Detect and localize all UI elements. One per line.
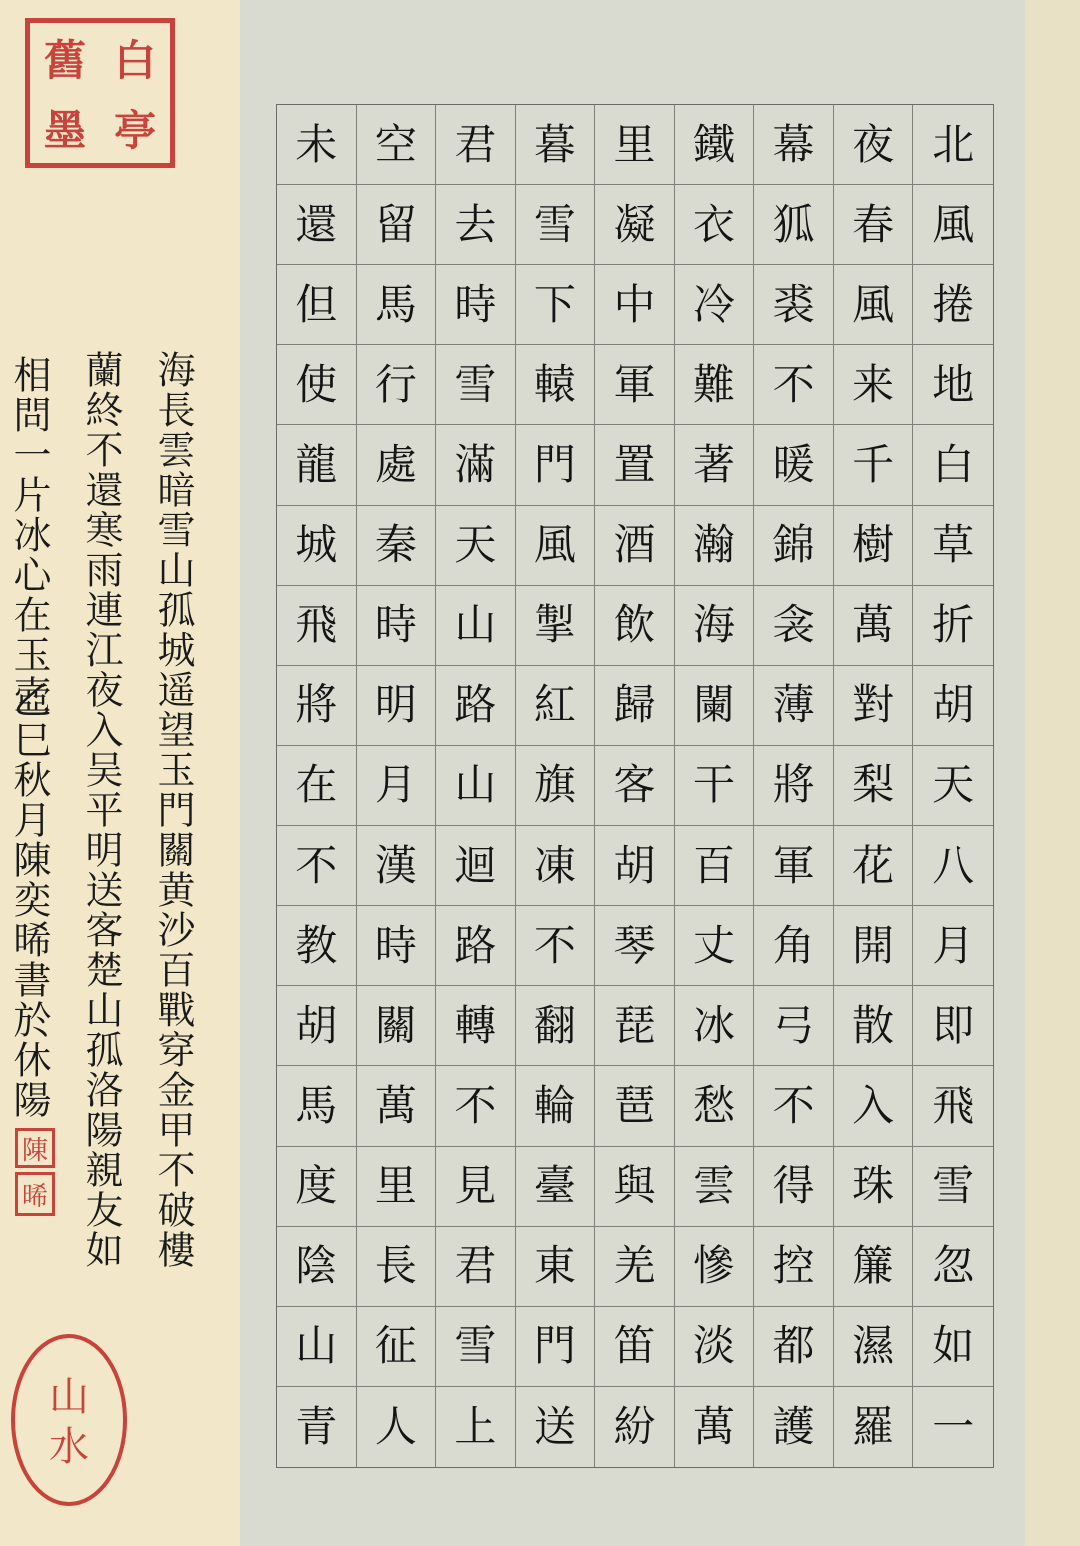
grid-cell: 薄 [754,666,834,746]
grid-cell: 弓 [754,986,834,1066]
grid-cell: 開 [834,906,914,986]
grid-cell: 龍 [277,425,357,505]
signature-dateline: 乙巳秋月陳奕晞書於休陽 [7,680,51,1120]
grid-cell: 風 [913,185,993,265]
grid-cell: 軍 [595,345,675,425]
grid-cell: 將 [277,666,357,746]
grid-cell: 君 [436,105,516,185]
grid-cell: 北 [913,105,993,185]
grid-cell: 滿 [436,425,516,505]
grid-cell: 春 [834,185,914,265]
grid-cell: 馬 [277,1066,357,1146]
grid-cell: 羌 [595,1227,675,1307]
grid-cell: 樹 [834,506,914,586]
grid-cell: 笛 [595,1307,675,1387]
grid-cell: 狐 [754,185,834,265]
grid-cell: 海 [675,586,755,666]
grid-cell: 東 [516,1227,596,1307]
grid-cell: 雪 [516,185,596,265]
grid-cell: 白 [913,425,993,505]
grid-cell: 来 [834,345,914,425]
seal-char: 舊 [43,36,86,85]
grid-cell: 瀚 [675,506,755,586]
grid-cell: 折 [913,586,993,666]
grid-cell: 對 [834,666,914,746]
grid-cell: 散 [834,986,914,1066]
grid-cell: 見 [436,1147,516,1227]
grid-cell: 客 [595,746,675,826]
grid-cell: 雪 [913,1147,993,1227]
top-square-seal [25,18,175,168]
grid-cell: 酒 [595,506,675,586]
grid-cell: 軍 [754,826,834,906]
grid-cell: 珠 [834,1147,914,1227]
grid-cell: 飛 [277,586,357,666]
grid-cell: 錦 [754,506,834,586]
grid-cell: 胡 [595,826,675,906]
grid-cell: 旗 [516,746,596,826]
grid-cell: 還 [277,185,357,265]
grid-cell: 愁 [675,1066,755,1146]
grid-cell: 山 [436,586,516,666]
grid-cell: 在 [277,746,357,826]
grid-cell: 迴 [436,826,516,906]
grid-cell: 月 [357,746,437,826]
grid-cell: 凝 [595,185,675,265]
grid-cell: 路 [436,666,516,746]
grid-cell: 未 [277,105,357,185]
grid-cell: 不 [436,1066,516,1146]
grid-cell: 淡 [675,1307,755,1387]
grid-cell: 入 [834,1066,914,1146]
grid-cell: 置 [595,425,675,505]
grid-cell: 花 [834,826,914,906]
grid-cell: 紛 [595,1387,675,1467]
grid-cell: 空 [357,105,437,185]
grid-cell: 中 [595,265,675,345]
grid-cell: 不 [754,345,834,425]
grid-cell: 天 [436,506,516,586]
seal-char: 白 [113,36,156,85]
grid-cell: 青 [277,1387,357,1467]
grid-cell: 臺 [516,1147,596,1227]
grid-cell: 月 [913,906,993,986]
calligraphy-grid [276,104,994,1468]
grid-cell: 鐵 [675,105,755,185]
grid-cell: 下 [516,265,596,345]
grid-cell: 門 [516,1307,596,1387]
grid-cell: 教 [277,906,357,986]
grid-cell: 征 [357,1307,437,1387]
grid-cell: 風 [834,265,914,345]
grid-cell: 去 [436,185,516,265]
grid-cell: 幕 [754,105,834,185]
seal-char: 亭 [113,106,156,155]
grid-cell: 凍 [516,826,596,906]
grid-cell: 暮 [516,105,596,185]
grid-cell: 雪 [436,345,516,425]
grid-cell: 千 [834,425,914,505]
grid-cell: 梨 [834,746,914,826]
grid-cell: 丈 [675,906,755,986]
grid-cell: 夜 [834,105,914,185]
grid-cell: 裘 [754,265,834,345]
grid-cell: 都 [754,1307,834,1387]
grid-cell: 時 [357,586,437,666]
grid-cell: 暖 [754,425,834,505]
side-inscription-col-1: 海長雲暗雪山孤城遥望玉門關黄沙百戰穿金甲不破樓 [151,350,195,1270]
oval-seal-text-2: 水 [49,1424,89,1470]
grid-cell: 難 [675,345,755,425]
grid-cell: 雪 [436,1307,516,1387]
grid-cell: 輪 [516,1066,596,1146]
grid-cell: 掣 [516,586,596,666]
grid-cell: 上 [436,1387,516,1467]
grid-cell: 時 [436,265,516,345]
grid-cell: 著 [675,425,755,505]
grid-cell: 山 [277,1307,357,1387]
grid-cell: 簾 [834,1227,914,1307]
grid-cell: 雲 [675,1147,755,1227]
grid-cell: 送 [516,1387,596,1467]
grid-cell: 山 [436,746,516,826]
name-seal-2: 晞 [15,1172,55,1216]
grid-cell: 轅 [516,345,596,425]
grid-cell: 使 [277,345,357,425]
grid-cell: 如 [913,1307,993,1387]
grid-cell: 萬 [834,586,914,666]
grid-cell: 轉 [436,986,516,1066]
grid-cell: 翻 [516,986,596,1066]
side-inscription-col-3: 相問一片冰心在玉壺 [7,355,51,715]
grid-cell: 地 [913,345,993,425]
grid-cell: 路 [436,906,516,986]
seal-char: 墨 [43,106,86,155]
grid-cell: 琵 [595,986,675,1066]
grid-cell: 得 [754,1147,834,1227]
grid-cell: 琴 [595,906,675,986]
grid-cell: 慘 [675,1227,755,1307]
grid-cell: 紅 [516,666,596,746]
grid-cell: 忽 [913,1227,993,1307]
grid-cell: 留 [357,185,437,265]
grid-cell: 君 [436,1227,516,1307]
grid-cell: 濕 [834,1307,914,1387]
grid-cell: 角 [754,906,834,986]
grid-cell: 百 [675,826,755,906]
grid-cell: 即 [913,986,993,1066]
grid-cell: 行 [357,345,437,425]
grid-cell: 冰 [675,986,755,1066]
grid-cell: 捲 [913,265,993,345]
grid-cell: 關 [357,986,437,1066]
grid-cell: 里 [357,1147,437,1227]
grid-cell: 闌 [675,666,755,746]
grid-cell: 衾 [754,586,834,666]
grid-cell: 萬 [357,1066,437,1146]
grid-cell: 飲 [595,586,675,666]
grid-cell: 秦 [357,506,437,586]
grid-cell: 明 [357,666,437,746]
grid-cell: 漢 [357,826,437,906]
grid-cell: 將 [754,746,834,826]
oval-seal [8,1330,130,1510]
grid-cell: 人 [357,1387,437,1467]
grid-cell: 不 [277,826,357,906]
grid-cell: 度 [277,1147,357,1227]
grid-cell: 護 [754,1387,834,1467]
right-paper-edge [1025,0,1080,1546]
grid-cell: 歸 [595,666,675,746]
grid-cell: 萬 [675,1387,755,1467]
grid-cell: 不 [754,1066,834,1146]
grid-cell: 胡 [277,986,357,1066]
grid-cell: 草 [913,506,993,586]
grid-cell: 一 [932,1401,975,1451]
grid-cell: 冷 [675,265,755,345]
side-inscription-col-2: 蘭終不還寒雨連江夜入吴平明送客楚山孤洛陽親友如 [79,350,123,1270]
grid-cell: 琶 [595,1066,675,1146]
grid-cell: 門 [516,425,596,505]
grid-cell: 陰 [277,1227,357,1307]
oval-seal-text-1: 山 [49,1374,89,1420]
grid-cell: 馬 [357,265,437,345]
grid-cell: 長 [357,1227,437,1307]
grid-cell: 干 [675,746,755,826]
grid-cell: 飛 [913,1066,993,1146]
grid-cell: 時 [357,906,437,986]
grid-cell: 衣 [675,185,755,265]
grid-cell: 里 [595,105,675,185]
grid-cell: 風 [516,506,596,586]
grid-cell: 胡 [913,666,993,746]
grid-cell: 控 [754,1227,834,1307]
grid-cell: 八 [913,826,993,906]
grid-cell: 但 [277,265,357,345]
name-seal-1: 陳 [15,1128,55,1168]
grid-cell: 天 [913,746,993,826]
grid-cell: 與 [595,1147,675,1227]
grid-cell: 不 [516,906,596,986]
grid-cell: 羅 [834,1387,914,1467]
grid-cell: 處 [357,425,437,505]
grid-cell: 城 [277,506,357,586]
